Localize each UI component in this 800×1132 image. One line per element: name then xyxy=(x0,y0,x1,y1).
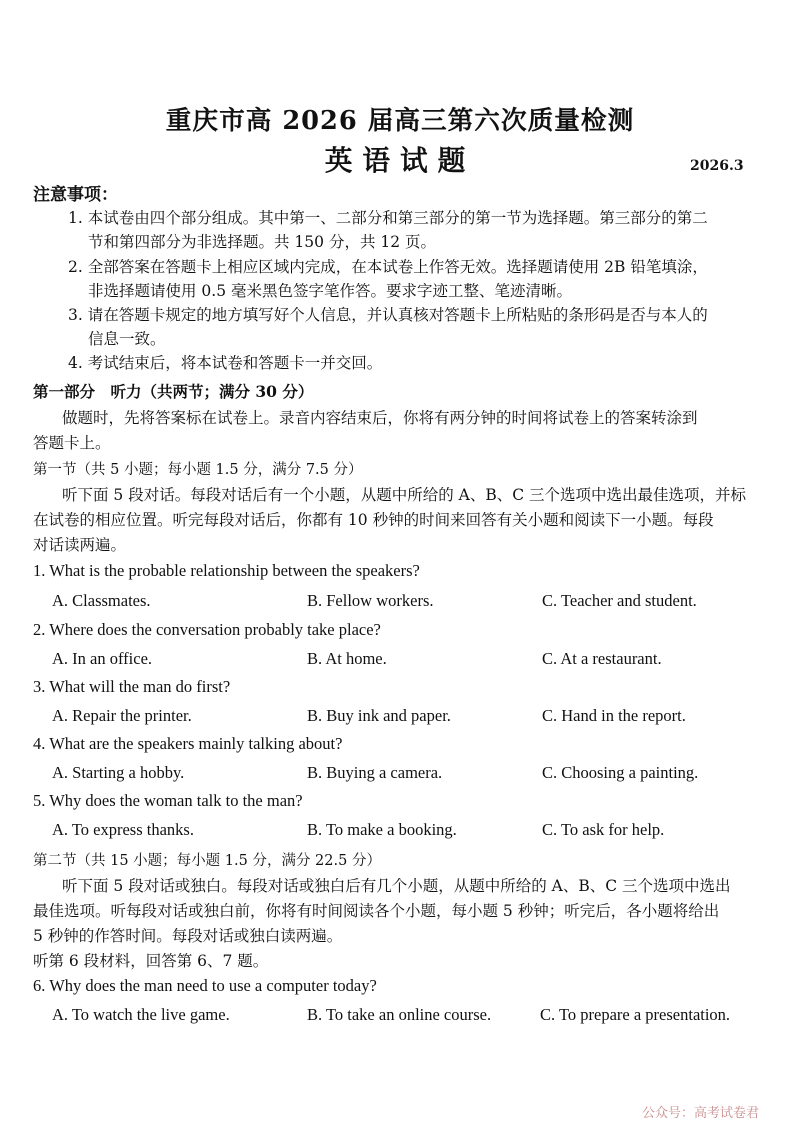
option-b: B. To take an online course. xyxy=(307,1005,492,1024)
option-c: C. Choosing a painting. xyxy=(542,763,699,782)
section2-heading: 第二节（共 15 小题；每小题 1.5 分，满分 22.5 分） xyxy=(33,853,381,869)
notice-line: 1. 本试卷由四个部分组成。其中第一、二部分和第三部分的第一节为选择题。第三部分的第二 xyxy=(68,209,708,227)
section1-intro-line: 对话读两遍。 xyxy=(33,536,127,554)
option-a: A. To watch the live game. xyxy=(52,1005,230,1024)
exam-title: 重庆市高 2026 届高三第六次质量检测 xyxy=(165,106,635,136)
option-a: A. In an office. xyxy=(52,649,153,668)
notice-line: 2. 全部答案在答题卡上相应区域内完成，在本试卷上作答无效。选择题请使用 2B 铅笔填涂， xyxy=(68,258,708,276)
section2-intro-line: 听下面 5 段对话或独白。每段对话或独白后有几个小题，从题中所给的 A、B、C 三个选项中选出 xyxy=(62,877,731,895)
section1-heading: 第一节（共 5 小题；每小题 1.5 分，满分 7.5 分） xyxy=(33,462,363,478)
section2-intro-line: 5 秒钟的作答时间。每段对话或独白读两遍。 xyxy=(33,927,343,945)
option-c: C. Hand in the report. xyxy=(542,706,686,725)
watermark-text: 公众号：高考试卷君 xyxy=(642,1106,760,1121)
option-c: C. To ask for help. xyxy=(542,820,665,839)
notice-line: 4. 考试结束后，将本试卷和答题卡一并交回。 xyxy=(68,354,383,372)
exam-date: 2026.3 xyxy=(690,158,744,174)
notice-line: 非选择题请使用 0.5 毫米黑色签字笔作答。要求字迹工整、笔迹清晰。 xyxy=(88,282,573,300)
option-a: A. To express thanks. xyxy=(52,820,194,839)
part1-intro-line: 答题卡上。 xyxy=(33,434,111,452)
question-2: 2. Where does the conversation probably take place? xyxy=(33,620,381,639)
part1-intro-line: 做题时，先将答案标在试卷上。录音内容结束后，你将有两分钟的时间将试卷上的答案转涂到 xyxy=(62,409,698,427)
question-1: 1. What is the probable relationship between the speakers? xyxy=(33,561,420,580)
notice-line: 3. 请在答题卡规定的地方填写好个人信息，并认真核对答题卡上所粘贴的条形码是否与本人的 xyxy=(68,306,708,324)
option-a: A. Classmates. xyxy=(52,591,151,610)
question-3: 3. What will the man do first? xyxy=(33,677,231,696)
question-6: 6. Why does the man need to use a computer today? xyxy=(33,976,377,995)
option-c: C. Teacher and student. xyxy=(542,591,697,610)
option-a: A. Repair the printer. xyxy=(52,706,192,725)
question-5: 5. Why does the woman talk to the man? xyxy=(33,791,303,810)
option-c: C. At a restaurant. xyxy=(542,649,662,668)
section1-intro-line: 听下面 5 段对话。每段对话后有一个小题，从题中所给的 A、B、C 三个选项中选出最佳选项，并标 xyxy=(62,486,747,504)
notice-line: 信息一致。 xyxy=(88,330,166,348)
option-b: B. To make a booking. xyxy=(307,820,457,839)
exam-subtitle: 英语试题 xyxy=(324,144,476,177)
material-label: 听第 6 段材料，回答第 6、7 题。 xyxy=(33,952,269,970)
option-b: B. Fellow workers. xyxy=(307,591,434,610)
notice-heading: 注意事项： xyxy=(33,185,118,205)
section1-intro-line: 在试卷的相应位置。听完每段对话后，你都有 10 秒钟的时间来回答有关小题和阅读下一小题。每段 xyxy=(33,511,714,529)
option-c: C. To prepare a presentation. xyxy=(540,1005,731,1024)
part1-heading: 第一部分 听力（共两节；满分 30 分） xyxy=(33,382,314,401)
option-b: B. At home. xyxy=(307,649,387,668)
option-b: B. Buy ink and paper. xyxy=(307,706,451,725)
section2-intro-line: 最佳选项。听每段对话或独白前，你将有时间阅读各个小题，每小题 5 秒钟；听完后，各小题将给出 xyxy=(33,902,720,920)
question-4: 4. What are the speakers mainly talking about? xyxy=(33,734,343,753)
option-a: A. Starting a hobby. xyxy=(52,763,185,782)
option-b: B. Buying a camera. xyxy=(307,763,443,782)
notice-line: 节和第四部分为非选择题。共 150 分，共 12 页。 xyxy=(88,233,437,251)
